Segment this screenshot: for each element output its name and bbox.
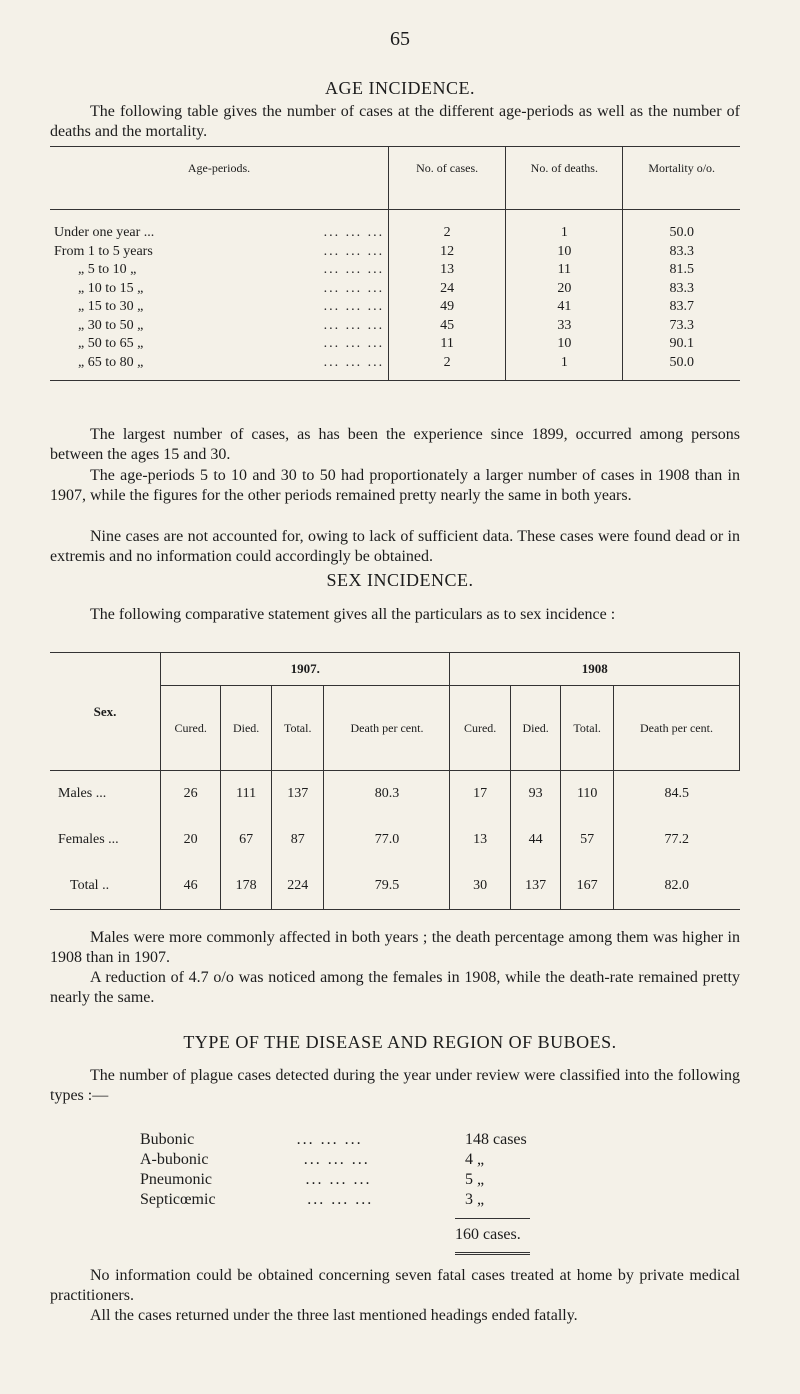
list-item bbox=[140, 1190, 560, 1210]
leader-dots: ... ... ... bbox=[323, 262, 385, 278]
page-number: 65 bbox=[390, 28, 410, 50]
age-paragraph-2: The age-periods 5 to 10 and 30 to 50 had proportionately a larger number of cases in 1908 than in 1907, while the figures for the other periods remained pretty nearly the same in both years. bbox=[50, 467, 740, 504]
table-row bbox=[50, 261, 740, 280]
mortality-value: 73.3 bbox=[623, 317, 740, 336]
table-row bbox=[50, 280, 740, 299]
type-name: Septicœmic bbox=[140, 1191, 216, 1208]
cases-value: 49 bbox=[389, 298, 506, 317]
age-label: „ 30 to 50 „ bbox=[78, 317, 144, 333]
col-total-1907: Total. bbox=[271, 686, 324, 771]
age-label: „ 5 to 10 „ bbox=[78, 262, 137, 278]
col-cured-1908: Cured. bbox=[450, 686, 510, 771]
table-row bbox=[50, 771, 740, 818]
sex-label: Males ... bbox=[58, 786, 107, 801]
leader-dots: ... ... ... bbox=[303, 1151, 370, 1168]
table-row bbox=[50, 243, 740, 262]
sex-paragraph-2: A reduction of 4.7 o/o was noticed among the females in 1908, while the death-rate remained pretty nearly the same. bbox=[50, 969, 740, 1006]
col-sex: Sex. bbox=[50, 653, 161, 771]
age-intro-paragraph: The following table gives the number of cases at the different age-periods as well as the number of deaths and the mortality. bbox=[50, 103, 740, 140]
type-count: 148 cases bbox=[465, 1131, 527, 1148]
mortality-value: 50.0 bbox=[623, 354, 740, 381]
col-deaths: No. of deaths. bbox=[506, 147, 623, 210]
double-rule bbox=[455, 1252, 530, 1255]
leader-dots: ... ... ... bbox=[323, 299, 385, 315]
leader-dots: ... ... ... bbox=[305, 1171, 372, 1188]
cell-value: 80.3 bbox=[324, 771, 450, 818]
sex-table bbox=[50, 652, 740, 910]
col-cases: No. of cases. bbox=[389, 147, 506, 210]
age-label: From 1 to 5 years bbox=[54, 243, 153, 259]
table-row bbox=[50, 335, 740, 354]
leader-dots: ... ... ... bbox=[323, 317, 385, 333]
cell-value: 20 bbox=[161, 817, 221, 863]
col-died-1908: Died. bbox=[510, 686, 561, 771]
cases-value: 12 bbox=[389, 243, 506, 262]
type-name: Bubonic bbox=[140, 1131, 195, 1148]
list-item bbox=[140, 1170, 560, 1190]
cell-value: 17 bbox=[450, 771, 510, 818]
deaths-value: 10 bbox=[506, 335, 623, 354]
sex-intro-paragraph: The following comparative statement gives all the particulars as to sex incidence : bbox=[90, 606, 616, 623]
type-count: 5 „ bbox=[465, 1171, 485, 1188]
mortality-value: 83.7 bbox=[623, 298, 740, 317]
mortality-value: 83.3 bbox=[623, 280, 740, 299]
leader-dots: ... ... ... bbox=[323, 243, 385, 259]
cell-value: 82.0 bbox=[613, 863, 739, 910]
type-heading: TYPE OF THE DISEASE AND REGION OF BUBOES. bbox=[183, 1032, 617, 1052]
type-count: 4 „ bbox=[465, 1151, 485, 1168]
cell-value: 13 bbox=[450, 817, 510, 863]
mortality-value: 90.1 bbox=[623, 335, 740, 354]
leader-dots: ... ... ... bbox=[323, 336, 385, 352]
deaths-value: 1 bbox=[506, 210, 623, 243]
table-row bbox=[50, 317, 740, 336]
age-paragraph-1: The largest number of cases, as has been the experience since 1899, occurred among persons between the ages 15 and 30. bbox=[50, 426, 740, 463]
col-death-pct-1908: Death per cent. bbox=[613, 686, 739, 771]
types-list bbox=[140, 1130, 560, 1243]
year-header-row bbox=[50, 653, 740, 686]
cell-value: 93 bbox=[510, 771, 561, 818]
cell-value: 67 bbox=[221, 817, 272, 863]
cell-value: 26 bbox=[161, 771, 221, 818]
cell-value: 137 bbox=[510, 863, 561, 910]
type-intro-paragraph: The number of plague cases detected during the year under review were classified into the following types :— bbox=[50, 1067, 740, 1104]
age-table-header bbox=[50, 147, 740, 210]
deaths-value: 41 bbox=[506, 298, 623, 317]
sex-paragraph-1: Males were more commonly affected in both years ; the death percentage among them was higher in 1908 than in 1907. bbox=[50, 929, 740, 966]
mortality-value: 83.3 bbox=[623, 243, 740, 262]
cell-value: 111 bbox=[221, 771, 272, 818]
deaths-value: 33 bbox=[506, 317, 623, 336]
col-mortality: Mortality o/o. bbox=[623, 147, 740, 210]
cases-value: 2 bbox=[389, 354, 506, 381]
mortality-value: 50.0 bbox=[623, 210, 740, 243]
age-label: „ 10 to 15 „ bbox=[78, 280, 144, 296]
type-count: 3 „ bbox=[464, 1191, 485, 1208]
list-item bbox=[140, 1130, 560, 1150]
cell-value: 44 bbox=[510, 817, 561, 863]
cell-value: 167 bbox=[561, 863, 614, 910]
sum-rule bbox=[455, 1218, 530, 1219]
type-paragraph-2: All the cases returned under the three last mentioned headings ended fatally. bbox=[90, 1307, 578, 1324]
cell-value: 224 bbox=[271, 863, 324, 910]
cases-value: 24 bbox=[389, 280, 506, 299]
deaths-value: 1 bbox=[506, 354, 623, 381]
cell-value: 77.0 bbox=[324, 817, 450, 863]
cases-value: 11 bbox=[389, 335, 506, 354]
mortality-value: 81.5 bbox=[623, 261, 740, 280]
year-1908: 1908 bbox=[450, 653, 740, 686]
col-died-1907: Died. bbox=[221, 686, 272, 771]
table-row-total bbox=[50, 863, 740, 910]
cell-value: 57 bbox=[561, 817, 614, 863]
age-label: „ 15 to 30 „ bbox=[78, 299, 144, 315]
age-incidence-heading: AGE INCIDENCE. bbox=[325, 78, 475, 98]
cell-value: 79.5 bbox=[324, 863, 450, 910]
age-label: „ 50 to 65 „ bbox=[78, 336, 144, 352]
col-total-1908: Total. bbox=[561, 686, 614, 771]
types-total: 160 cases. bbox=[455, 1226, 521, 1243]
leader-dots: ... ... ... bbox=[296, 1131, 363, 1148]
table-row bbox=[50, 817, 740, 863]
leader-dots: ... ... ... bbox=[307, 1191, 374, 1208]
type-paragraph-1: No information could be obtained concerning seven fatal cases treated at home by private medical practitioners. bbox=[50, 1267, 740, 1304]
col-age-periods: Age-periods. bbox=[50, 147, 389, 210]
year-1907: 1907. bbox=[161, 653, 450, 686]
table-row bbox=[50, 210, 740, 243]
sex-label: Total .. bbox=[50, 863, 161, 910]
age-paragraph-3: Nine cases are not accounted for, owing to lack of sufficient data. These cases were found dead or in extremis and no information could accordingly be obtained. bbox=[50, 528, 740, 565]
cases-value: 45 bbox=[389, 317, 506, 336]
table-row bbox=[50, 354, 740, 381]
leader-dots: ... ... ... bbox=[323, 354, 385, 370]
sex-incidence-heading: SEX INCIDENCE. bbox=[326, 570, 474, 590]
cell-value: 110 bbox=[561, 771, 614, 818]
age-label: Under one year ... bbox=[54, 225, 155, 241]
cell-value: 77.2 bbox=[613, 817, 739, 863]
cases-value: 2 bbox=[389, 210, 506, 243]
cell-value: 30 bbox=[450, 863, 510, 910]
type-name: Pneumonic bbox=[140, 1171, 212, 1188]
cell-value: 46 bbox=[161, 863, 221, 910]
age-table bbox=[50, 146, 740, 381]
cell-value: 137 bbox=[271, 771, 324, 818]
col-death-pct-1907: Death per cent. bbox=[324, 686, 450, 771]
age-label: „ 65 to 80 „ bbox=[78, 354, 144, 370]
deaths-value: 20 bbox=[506, 280, 623, 299]
sex-label: Females ... bbox=[58, 832, 119, 847]
cell-value: 84.5 bbox=[613, 771, 739, 818]
type-name: A-bubonic bbox=[140, 1151, 209, 1168]
list-item bbox=[140, 1150, 560, 1170]
cases-value: 13 bbox=[389, 261, 506, 280]
leader-dots: ... ... ... bbox=[323, 280, 385, 296]
col-cured-1907: Cured. bbox=[161, 686, 221, 771]
deaths-value: 11 bbox=[506, 261, 623, 280]
cell-value: 87 bbox=[271, 817, 324, 863]
table-row bbox=[50, 298, 740, 317]
leader-dots: ... ... ... bbox=[323, 225, 385, 241]
deaths-value: 10 bbox=[506, 243, 623, 262]
cell-value: 178 bbox=[221, 863, 272, 910]
